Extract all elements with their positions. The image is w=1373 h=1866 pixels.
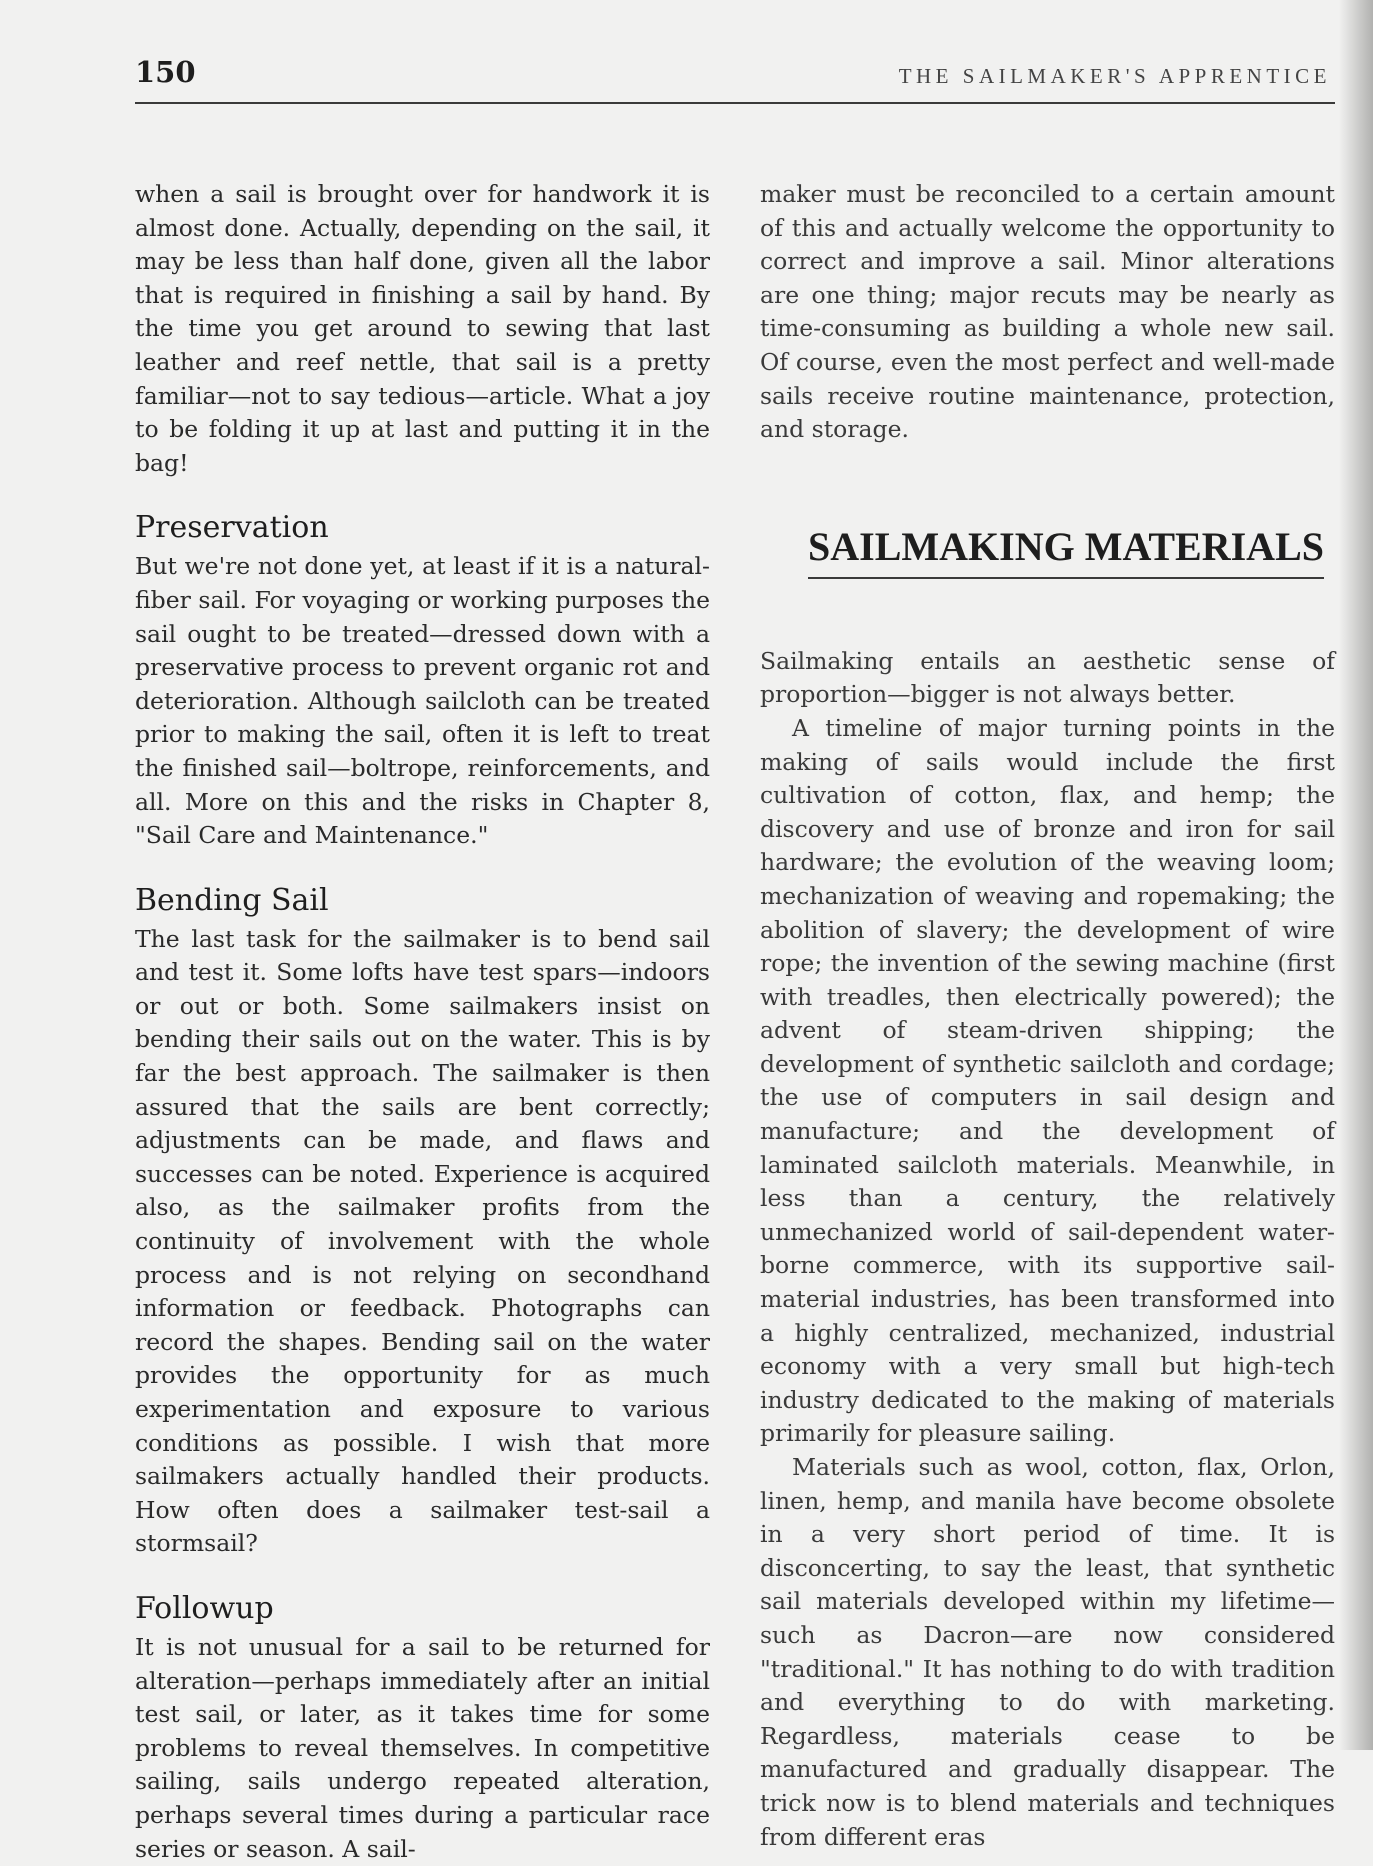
section-title: SAILMAKING MATERIALS [808,523,1324,579]
page-edge-shadow [1339,0,1373,1750]
materials-paragraph-1: Sailmaking entails an aesthetic sense of proportion—bigger is not always better. [760,646,1335,709]
preservation-paragraph: But we're not done yet, at least if it is a natural-fiber sail. For voyaging or working purposes the sail ought to be treated—dressed down with a preservative process to prevent organic rot and deterioration. Although sailcloth can be treated prior to making the sail, often it is left to treat the finished sail—boltrope, reinforcements, and all. More on this and the risks in Chapter 8, "Sail Care and Maintenance." [135,552,710,850]
materials-paragraph-3: Materials such as wool, cotton, flax, Orlon, linen, hemp, and manila have become obsolete in a very short period of time. It is disconcerting, to say the least, that synthetic sail materials developed within my lifetime—such as Dacron—are now considered "traditional." It has nothing to do with tradition and everything to do with marketing. Regardless, materials cease to be manufactured and gradually disappear. The trick now is to blend materials and techniques from different eras [760,1453,1335,1851]
section-spacer [760,579,1335,645]
followup-heading: Followup [135,1590,274,1626]
intro-paragraph: when a sail is brought over for handwork it is almost done. Actually, depending on the sail, it may be less than half done, given all the labor that is required in finishing a sail by hand. By the time you get around to sewing that last leather and reef nettle, that sail is a pretty familiar—not to say tedious—article. What a joy to be folding it up at last and putting it in the bag! [135,180,710,477]
preservation-heading: Preservation [135,510,329,546]
running-head: THE SAILMAKER'S APPRENTICE [898,64,1331,88]
bending-sail-paragraph: The last task for the sailmaker is to bend sail and test it. Some lofts have test spars—indoors or out or both. Some sailmakers insist on bending their sails out on the water. This is by far the best approach. The sailmaker is then assured that the sails are bent correctly; adjustments can be made, and flaws and successes can be noted. Experience is acquired also, as the sailmaker profits from the continuity of involvement with the whole process and is not relying on secondhand information or feedback. Photographs can record the shapes. Bending sail on the water provides the opportunity for as much experimentation and exposure to various conditions as possible. I wish that more sailmakers actually handled their products. How often does a sailmaker test-sail a stormsail? [135,924,710,1558]
left-column [135,178,710,1866]
bending-sail-heading: Bending Sail [135,882,329,918]
header-rule [135,102,1335,104]
right-column [760,178,1335,1854]
page-number: 150 [135,55,196,89]
followup-paragraph: It is not unusual for a sail to be returned for alteration—perhaps immediately after an initial test sail, or later, as it takes time for some problems to reveal themselves. In competitive sailing, sails undergo repeated alteration, perhaps several times during a particular race series or season. A sail- [135,1632,710,1863]
materials-paragraph-2: A timeline of major turning points in the making of sails would include the first cultivation of cotton, flax, and hemp; the discovery and use of bronze and iron for sail hardware; the evolution of the weaving loom; mechanization of weaving and ropemaking; the abolition of slavery; the development of wire rope; the invention of the sewing machine (first with treadles, then electrically powered); the advent of steam-driven shipping; the development of synthetic sailcloth and cordage; the use of computers in sail design and manufacture; and the development of laminated sailcloth materials. Meanwhile, in less than a century, the relatively unmechanized world of sail-dependent water-borne commerce, with its supportive sail-material industries, has been transformed into a highly centralized, mechanized, industrial economy with a very small but high-tech industry dedicated to the making of materials primarily for pleasure sailing. [760,713,1335,1448]
continuation-paragraph: maker must be reconciled to a certain amount of this and actually welcome the opportunity to correct and improve a sail. Minor alterations are one thing; major recuts may be nearly as time-consuming as building a whole new sail. Of course, even the most perfect and well-made sails receive routine maintenance, protection, and storage. [760,180,1335,444]
